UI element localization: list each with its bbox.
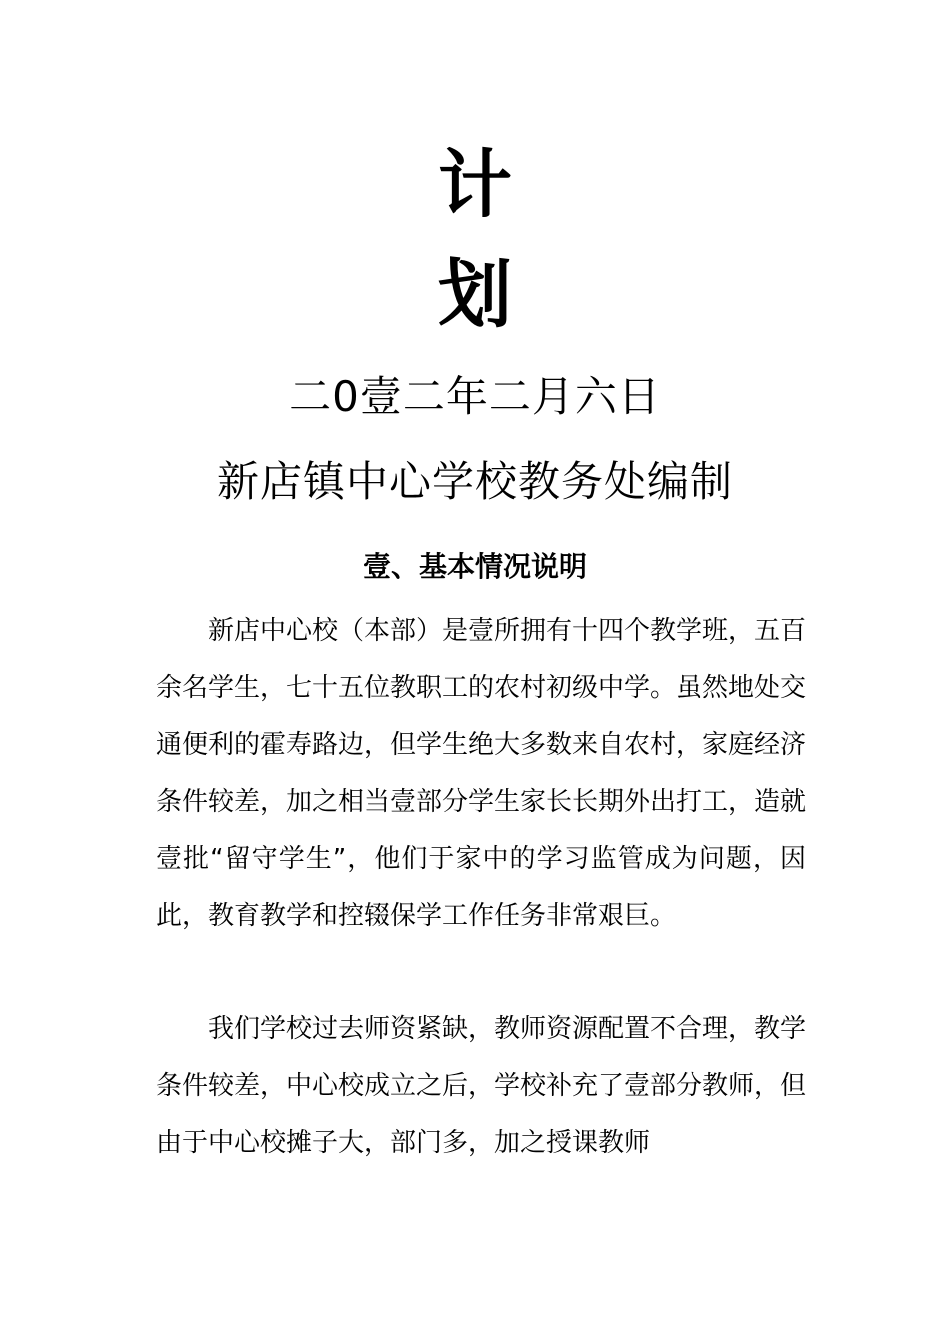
- document-organization: 新店镇中心学校教务处编制: [216, 457, 733, 506]
- document-title-char-2: 划: [438, 252, 512, 338]
- document-date: 二0壹二年二月六日: [289, 372, 661, 421]
- section-heading: 壹、基本情况说明: [362, 550, 587, 583]
- body-paragraph-1: 新店中心校（本部）是壹所拥有十四个教学班，五百余名学生，七十五位教职工的农村初级中学。虽然地处交通便利的霍寿路边，但学生绝大多数来自农村，家庭经济条件较差，加之相当壹部分学生家长长期外出打工，造就壹批“留守学生”，他们于家中的学习监管成为问题，因此，教育教学和控辍保学工作任务非常艰巨。: [156, 616, 807, 931]
- body-paragraph-2: 我们学校过去师资紧缺，教师资源配置不合理，教学条件较差，中心校成立之后，学校补充了壹部分教师，但由于中心校摊子大，部门多，加之授课教师: [156, 1014, 807, 1158]
- document-title-char-1: 计: [438, 142, 512, 228]
